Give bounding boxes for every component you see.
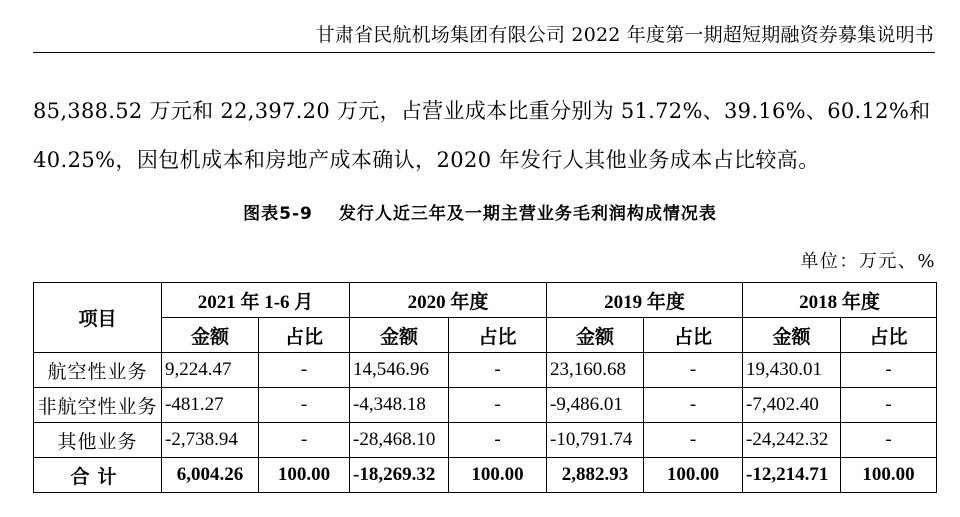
table-caption (0, 199, 960, 224)
total-amount-cell: 2,882.93 (547, 458, 644, 493)
period-header: 2019 年度 (547, 283, 743, 318)
amount-header: 金额 (743, 318, 841, 353)
share-cell: - (259, 388, 350, 423)
total-share-cell: 100.00 (259, 458, 350, 493)
share-header: 占比 (644, 318, 743, 353)
share-cell: - (644, 353, 743, 388)
table-caption-title: 发行人近三年及一期主营业务毛利润构成情况表 (338, 204, 717, 224)
item-header: 项目 (34, 283, 162, 353)
period-header: 2020 年度 (350, 283, 547, 318)
row-label: 其他业务 (34, 423, 162, 458)
amount-cell: -2,738.94 (162, 423, 259, 458)
table-row (34, 353, 937, 388)
amount-cell: 14,546.96 (350, 353, 449, 388)
share-cell: - (259, 423, 350, 458)
table-header-row (34, 283, 937, 318)
share-cell: - (644, 423, 743, 458)
header-divider (33, 52, 935, 53)
amount-header: 金额 (547, 318, 644, 353)
amount-header: 金额 (350, 318, 449, 353)
table-row (34, 388, 937, 423)
table-row (34, 423, 937, 458)
total-label: 合计 (34, 458, 162, 493)
total-share-cell: 100.00 (644, 458, 743, 493)
total-amount-cell: 6,004.26 (162, 458, 259, 493)
total-amount-cell: -18,269.32 (350, 458, 449, 493)
amount-cell: 9,224.47 (162, 353, 259, 388)
amount-cell: 23,160.68 (547, 353, 644, 388)
table-unit-note: 单位：万元、% (800, 251, 936, 272)
row-label: 航空性业务 (34, 353, 162, 388)
amount-cell: -7,402.40 (743, 388, 841, 423)
amount-cell: -28,468.10 (350, 423, 449, 458)
amount-cell: -4,348.18 (350, 388, 449, 423)
share-cell: - (841, 388, 937, 423)
total-share-cell: 100.00 (841, 458, 937, 493)
row-label: 非航空性业务 (34, 388, 162, 423)
share-cell: - (644, 388, 743, 423)
table-subheader-row (34, 318, 937, 353)
share-header: 占比 (841, 318, 937, 353)
share-cell: - (449, 353, 547, 388)
share-cell: - (449, 423, 547, 458)
amount-cell: -481.27 (162, 388, 259, 423)
body-text-line-1: 85,388.52 万元和 22,397.20 万元，占营业成本比重分别为 51.72%、39.16%、60.12%和 (33, 99, 931, 123)
amount-cell: -24,242.32 (743, 423, 841, 458)
share-cell: - (449, 388, 547, 423)
amount-header: 金额 (162, 318, 259, 353)
total-share-cell: 100.00 (449, 458, 547, 493)
table-caption-number: 图表5-9 (243, 204, 313, 224)
period-header: 2018 年度 (743, 283, 937, 318)
amount-cell: -10,791.74 (547, 423, 644, 458)
share-header: 占比 (449, 318, 547, 353)
amount-cell: 19,430.01 (743, 353, 841, 388)
share-cell: - (841, 423, 937, 458)
document-header-title: 甘肃省民航机场集团有限公司 2022 年度第一期超短期融资券募集说明书 (315, 24, 934, 46)
period-header: 2021 年 1-6 月 (162, 283, 350, 318)
body-text-line-2: 40.25%，因包机成本和房地产成本确认，2020 年发行人其他业务成本占比较高。 (33, 148, 820, 172)
share-cell: - (259, 353, 350, 388)
share-header: 占比 (259, 318, 350, 353)
amount-cell: -9,486.01 (547, 388, 644, 423)
table-total-row (34, 458, 937, 493)
gross-profit-table (33, 282, 937, 493)
share-cell: - (841, 353, 937, 388)
total-amount-cell: -12,214.71 (743, 458, 841, 493)
